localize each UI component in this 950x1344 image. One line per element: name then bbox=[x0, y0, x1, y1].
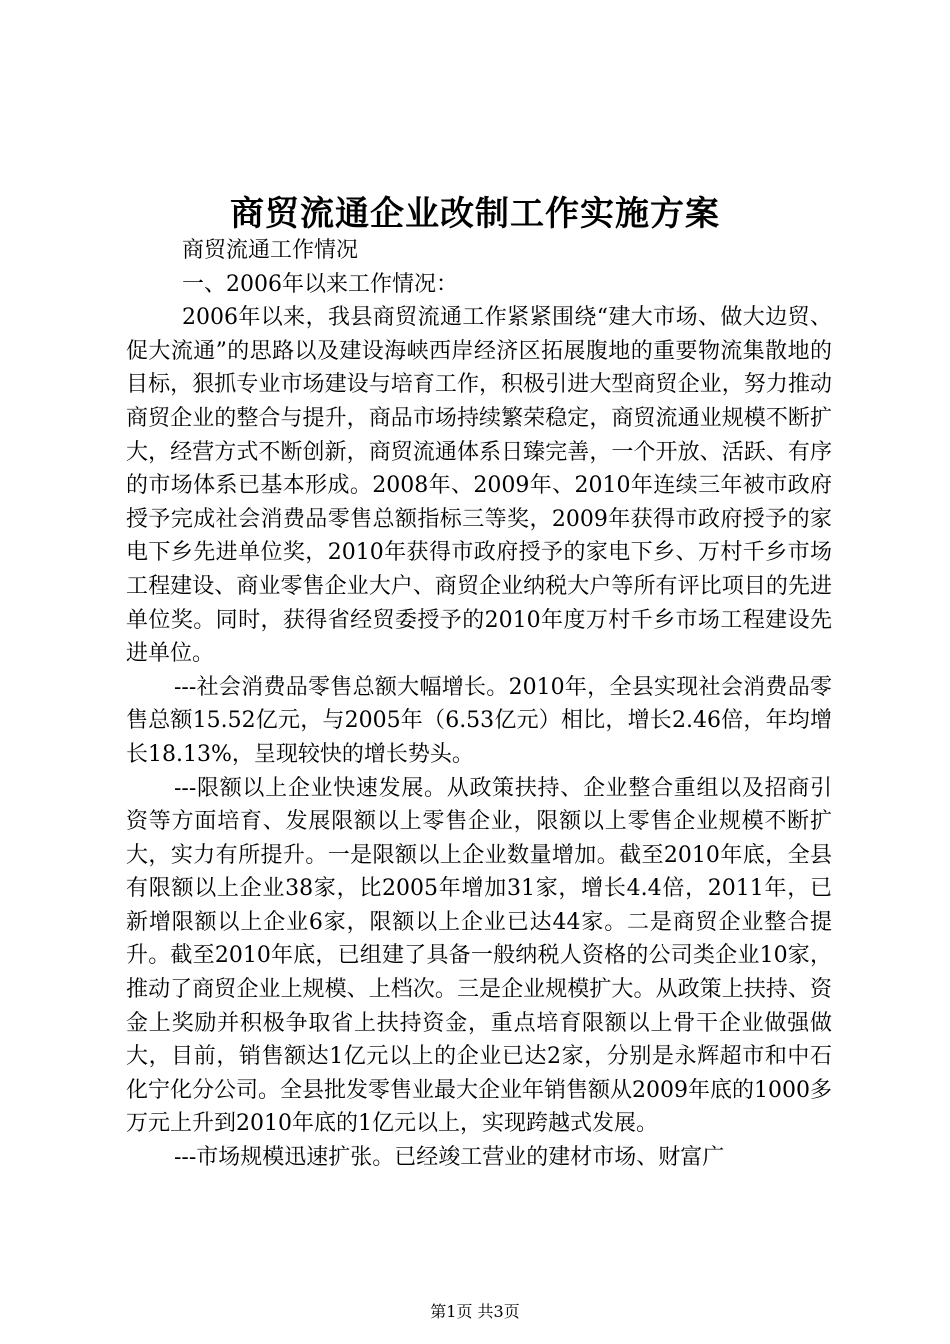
paragraph-subheading: 一、2006年以来工作情况： bbox=[182, 271, 458, 297]
paragraph-section-heading: 商贸流通工作情况 bbox=[182, 238, 359, 263]
paragraph-overview: 2006年以来，我县商贸流通工作紧紧围绕“建大市场、做大边贸、促大流通”的思路以及建设海峡西岸经济区拓展腹地的重要物流集散地的目标，狠抓专业市场建设与培育工作，积极引进大型商贸企业，努力推动商贸企业的整合与提升，商品市场持续繁荣稳定，商贸流通业规模不断扩大，经营方式不断创新，商贸流通体系日臻完善，一个开放、活跃、有序的市场体系已基本形成。2008年、2009年、2010年连续三年被市政府授予完成社会消费品零售总额指标三等奖，2009年获得市政府授予的家电下乡先进单位奖，2010年获得市政府授予的家电下乡、万村千乡市场工程建设、商业零售企业大户、商贸企业纳税大户等所有评比项目的先进单位奖。同时，获得省经贸委授予的2010年度万村千乡市场工程建设先进单位。 bbox=[126, 305, 832, 667]
paragraph-market-expansion: ---市场规模迅速扩张。已经竣工营业的建材市场、财富广 bbox=[174, 1145, 725, 1171]
paragraph-retail-sales: ---社会消费品零售总额大幅增长。2010年，全县实现社会消费品零售总额15.52亿元，与2005年（6.53亿元）相比，增长2.46倍，年均增长18.13%，呈现较快的增长势头。 bbox=[126, 674, 832, 767]
document-title: 商贸流通企业改制工作实施方案 bbox=[230, 194, 720, 234]
page-number: 第1页 共3页 bbox=[430, 1302, 520, 1321]
paragraph-enterprise-growth: ---限额以上企业快速发展。从政策扶持、企业整合重组以及招商引资等方面培育、发展限额以上零售企业，限额以上零售企业规模不断扩大，实力有所提升。一是限额以上企业数量增加。截至2010年底，全县有限额以上企业38家，比2005年增加31家，增长4.4倍，2011年，已新增限额以上企业6家，限额以上企业已达44家。二是商贸企业整合提升。截至2010年底，已组建了具备一般纳税人资格的公司类企业10家，推动了商贸企业上规模、上档次。三是企业规模扩大。从政策上扶持、资金上奖励并积极争取省上扶持资金，重点培育限额以上骨干企业做强做大，目前，销售额达1亿元以上的企业已达2家，分别是永辉超市和中石化宁化分公司。全县批发零售业最大企业年销售额从2009年底的1000多万元上升到2010年底的1亿元以上，实现跨越式发展。 bbox=[126, 775, 832, 1137]
document-body bbox=[126, 234, 832, 1175]
